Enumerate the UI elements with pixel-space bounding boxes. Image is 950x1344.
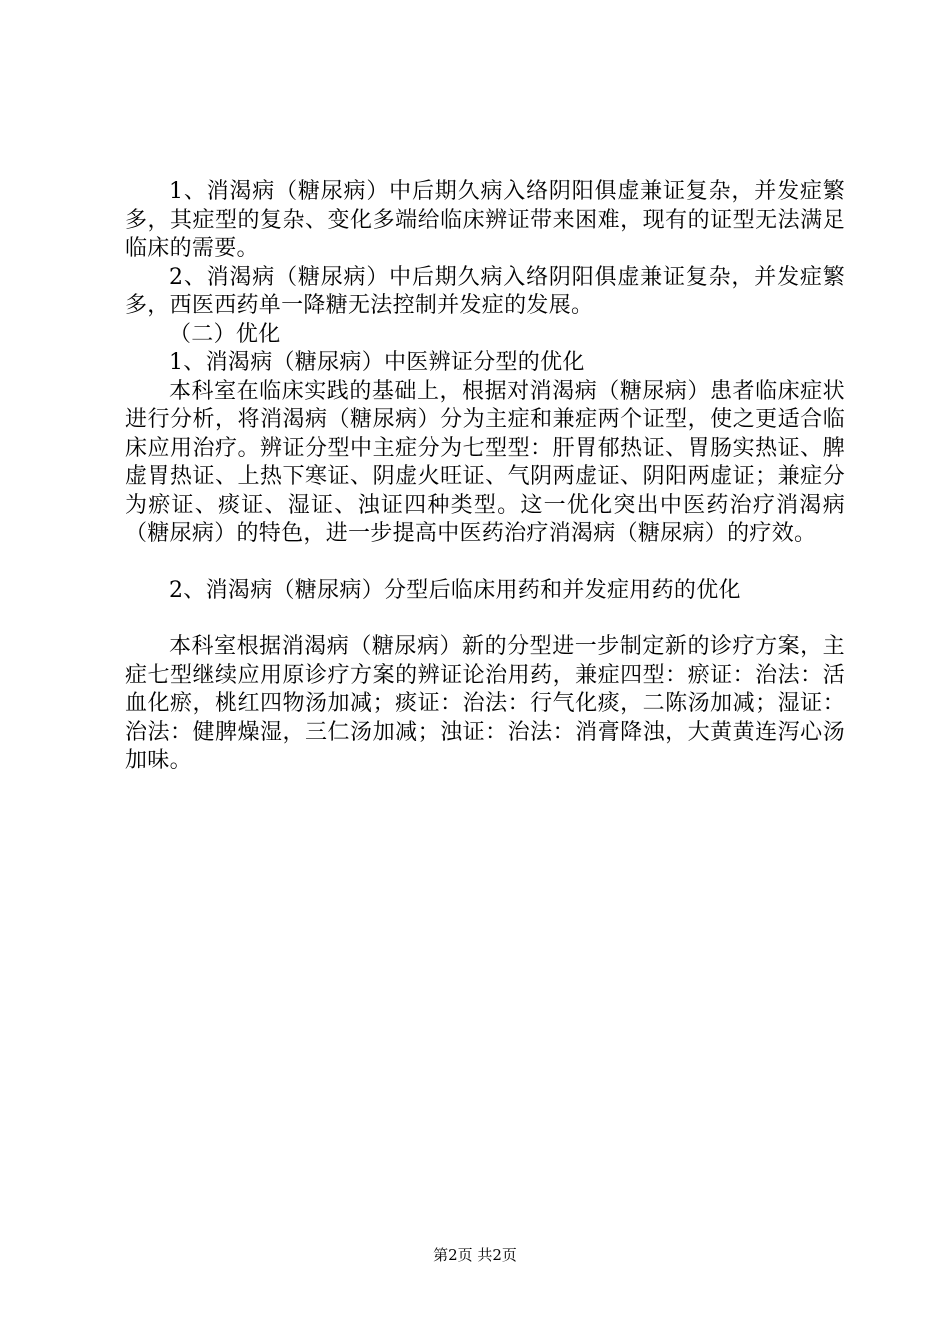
paragraph-2: 2、消渴病（糖尿病）中后期久病入络阴阳俱虚兼证复杂，并发症繁多，西医西药单一降糖无法控制并发症的发展。 xyxy=(125,264,845,318)
subheading-1: 1、消渴病（糖尿病）中医辨证分型的优化 xyxy=(169,350,585,375)
section-heading-optimization: （二）优化 xyxy=(169,321,281,347)
spacer xyxy=(125,605,845,633)
subheading-2: 2、消渴病（糖尿病）分型后临床用药和并发症用药的优化 xyxy=(169,577,741,603)
spacer xyxy=(125,549,845,577)
paragraph-3: 本科室在临床实践的基础上，根据对消渴病（糖尿病）患者临床症状进行分析，将消渴病（糖尿病）分为主症和兼症两个证型，使之更适合临床应用治疗。辨证分型中主症分为七型型：肝胃郁热证、胃肠实热证、脾虚胃热证、上热下寒证、阴虚火旺证、气阴两虚证、阴阳两虚证；兼症分为瘀证、痰证、湿证、浊证四种类型。这一优化突出中医药治疗消渴病（糖尿病）的特色，进一步提高中医药治疗消渴病（糖尿病）的疗效。 xyxy=(125,378,845,546)
page-footer: 第2页 共2页 xyxy=(433,1246,517,1264)
document-body xyxy=(125,178,845,776)
paragraph-1: 1、消渴病（糖尿病）中后期久病入络阴阳俱虚兼证复杂，并发症繁多，其症型的复杂、变化多端给临床辨证带来困难，现有的证型无法满足临床的需要。 xyxy=(125,179,845,261)
paragraph-4: 本科室根据消渴病（糖尿病）新的分型进一步制定新的诊疗方案，主症七型继续应用原诊疗方案的辨证论治用药，兼症四型：瘀证：治法：活血化瘀，桃红四物汤加减；痰证：治法：行气化痰，二陈汤加减；湿证：治法：健脾燥湿，三仁汤加减；浊证：治法：消膏降浊，大黄黄连泻心汤加味。 xyxy=(125,634,845,773)
